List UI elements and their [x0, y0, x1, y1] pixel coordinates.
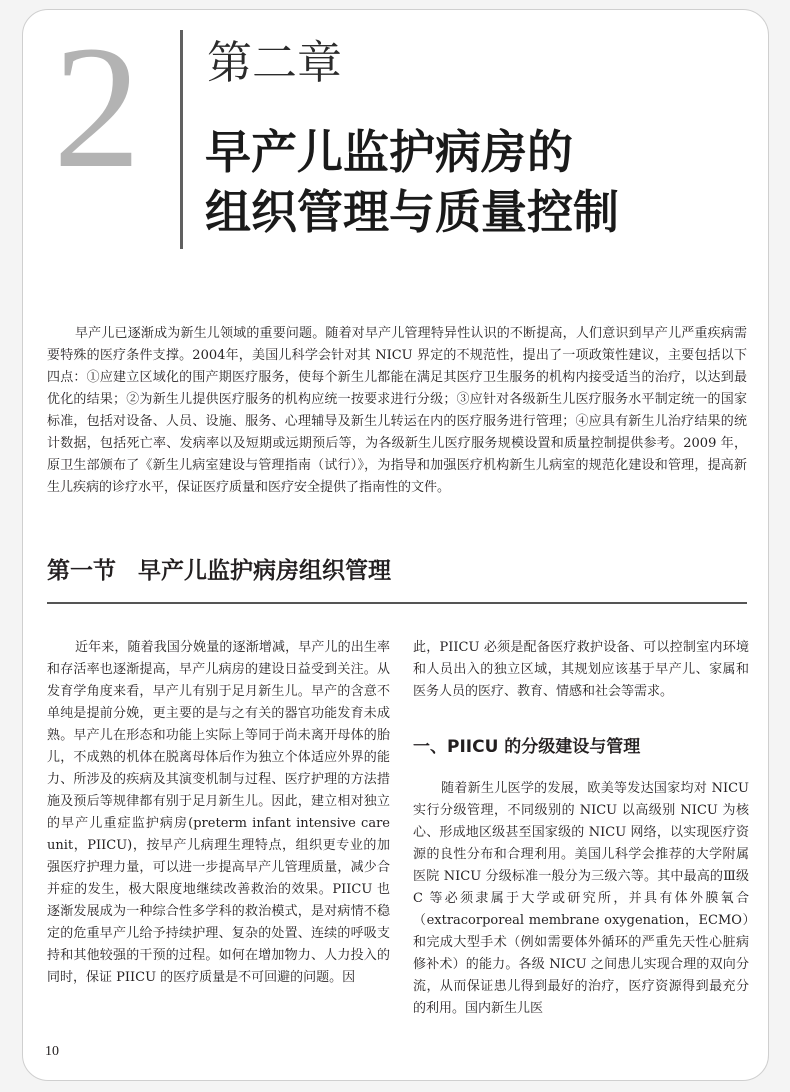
- chapter-label: 第二章: [207, 36, 343, 89]
- chapter-title-line1: 早产儿监护病房的: [205, 125, 573, 179]
- section-title-text: 早产儿监护病房组织管理: [138, 558, 391, 584]
- body-right-paragraph-2: 随着新生儿医学的发展，欧美等发达国家均对 NICU 实行分级管理，不同级别的 NICU 以高级别 NICU 为核心、形成地区级甚至国家级的 NICU 网络，以实现医疗资源的良性分布和合理利用。美国儿科学会推荐的大学附属医院 NICU 分级标准一般分为三级六等。其中最高的Ⅲ级 C 等必须隶属于大学或研究所，并具有体外膜氧合（extracorporeal membrane oxygenation，ECMO）和完成大型手术（例如需要体外循环的严重先天性心脏病修补术）的能力。各级 NICU 之间患儿实现合理的双向分流，从而保证患儿得到最好的治疗，医疗资源得到最充分的利用。国内新生儿医: [413, 781, 749, 1016]
- chapter-divider: [180, 30, 183, 249]
- section-divider: [47, 602, 747, 604]
- body-left-paragraph: 近年来，随着我国分娩量的逐渐增减，早产儿的出生率和存活率也逐渐提高，早产儿病房的建设日益受到关注。从发育学角度来看，早产儿有别于足月新生儿。早产的含意不单纯是提前分娩，更主要的是与之有关的器官功能发育未成熟。早产儿在形态和功能上实际上等同于尚未离开母体的胎儿，不成熟的机体在脱离母体后作为独立个体适应外界的能力、所涉及的疾病及其演变机制与过程、医疗护理的方法措施及预后等规律都有别于足月新生儿。因此，建立相对独立的早产儿重症监护病房(preterm infant intensive care unit，PIICU)，按早产儿病理生理特点，组织更专业的加强医疗护理力量，可以进一步提高早产儿管理质量，减少合并症的发生，极大限度地继续改善救治的效果。PIICU 也逐渐发展成为一种综合性多学科的救治模式，是对病情不稳定的危重早产儿给予持续护理、复杂的处置、连续的呼吸支持和其他较强的干预的过程。如何在增加物力、人力投入的同时，保证 PIICU 的医疗质量是不可回避的问题。因: [47, 640, 390, 985]
- subsection-title: 一、PIICU 的分级建设与管理: [413, 737, 641, 757]
- intro-paragraph: 早产儿已逐渐成为新生儿领域的重要问题。随着对早产儿管理特异性认识的不断提高，人们意识到早产儿严重疾病需要特殊的医疗条件支撑。2004年，美国儿科学会针对其 NICU 界定的不规范性，提出了一项政策性建议，主要包括以下四点：①应建立区域化的围产期医疗服务，使每个新生儿都能在满足其医疗卫生服务的机构内接受适当的治疗，以达到最优化的结果；②为新生儿提供医疗服务的机构应统一按要求进行分级；③应针对各级新生儿医疗服务水平制定统一的国家标准，包括对设备、人员、设施、服务、心理辅导及新生儿转运在内的医疗服务进行管理；④应具有新生儿治疗结果的统计数据，包括死亡率、发病率以及短期或远期预后等，为各级新生儿医疗服务规模设置和质量控制提供参考。2009 年，原卫生部颁布了《新生儿病室建设与管理指南（试行）》，为指导和加强医疗机构新生儿病室的规范化建设和管理，提高新生儿疾病的诊疗水平，保证医疗质量和医疗安全提供了指南性的文件。: [47, 326, 747, 495]
- chapter-title-line2: 组织管理与质量控制: [205, 185, 619, 239]
- chapter-title: [205, 122, 619, 242]
- body-right-paragraph-1: 此，PIICU 必须是配备医疗救护设备、可以控制室内环境和人员出入的独立区域，其规划应该基于早产儿、家属和医务人员的医疗、教育、情感和社会等需求。: [413, 640, 749, 699]
- chapter-number: 2: [53, 10, 141, 205]
- page: [22, 9, 769, 1081]
- section-title: [47, 558, 391, 586]
- section-number: 第一节: [47, 558, 116, 584]
- page-number: 10: [45, 1044, 59, 1059]
